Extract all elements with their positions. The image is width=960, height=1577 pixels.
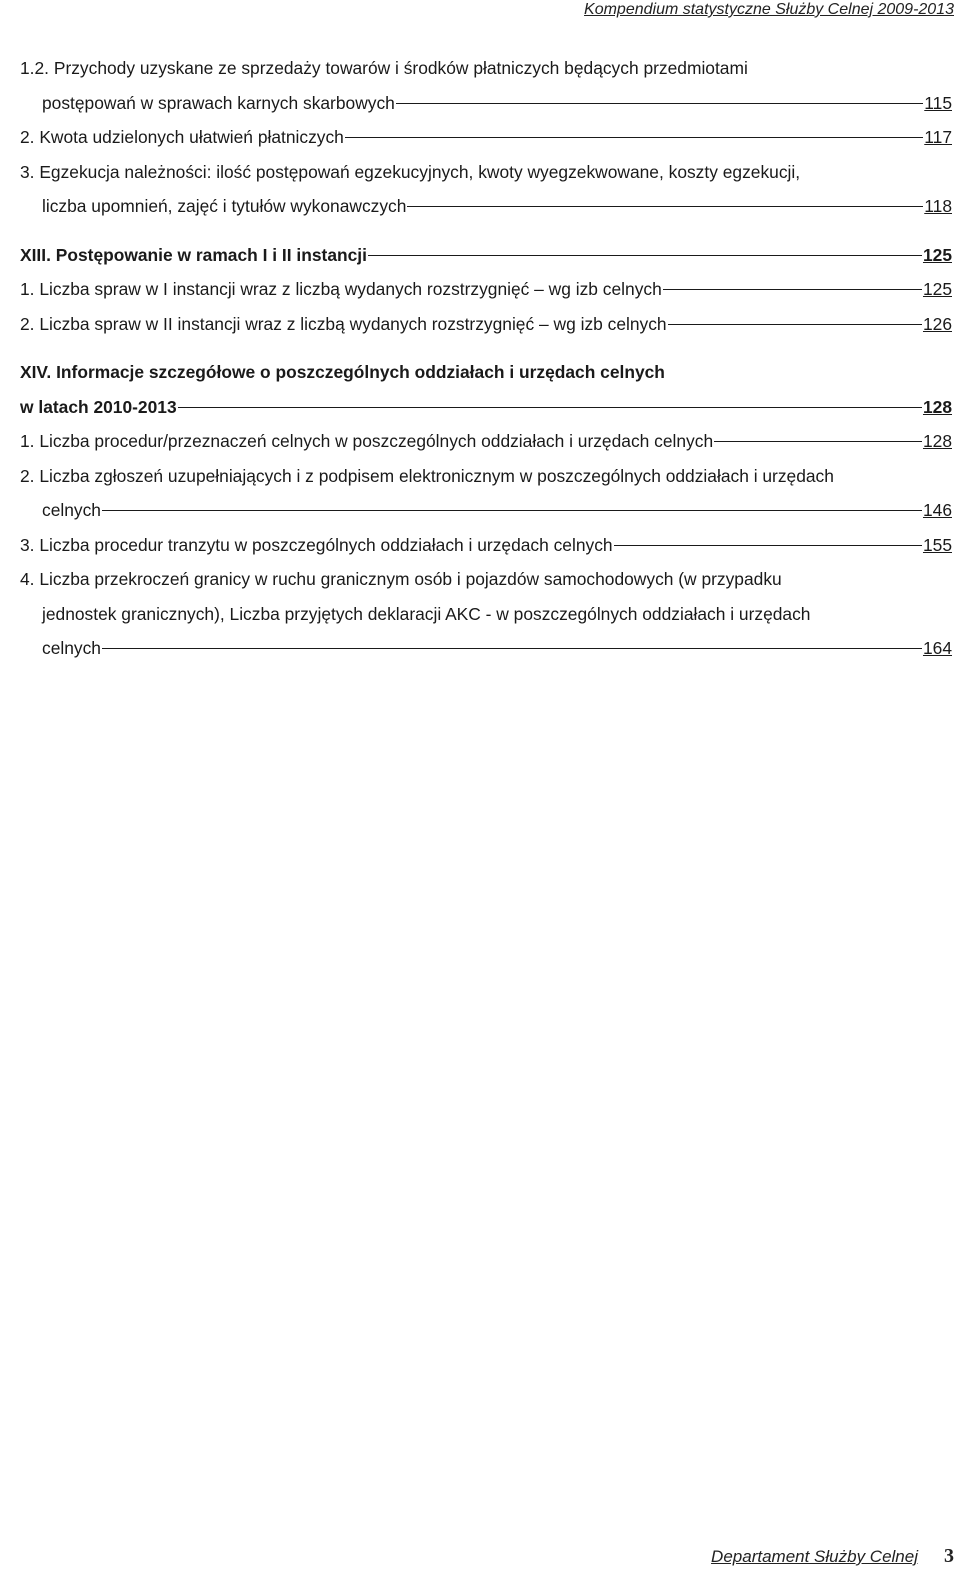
toc-page-number[interactable]: 118 bbox=[924, 196, 952, 216]
toc-entry-text: celnych bbox=[42, 500, 101, 520]
toc-section-xiv[interactable] bbox=[20, 355, 952, 424]
toc-page-number[interactable]: 155 bbox=[922, 534, 952, 555]
toc-entry-xiv-2[interactable] bbox=[20, 459, 952, 528]
toc-entry-text: jednostek granicznych), Liczba przyjętych deklaracji AKC - w poszczególnych oddziałach i urzędach bbox=[42, 603, 811, 624]
toc-entry-xiii-2[interactable] bbox=[20, 307, 952, 342]
toc-entry-xiv-3[interactable] bbox=[20, 528, 952, 563]
toc-page-number[interactable]: 146 bbox=[922, 500, 952, 520]
toc-section-xiii[interactable] bbox=[20, 238, 952, 273]
page-footer bbox=[711, 1545, 954, 1568]
leader-line bbox=[102, 510, 922, 511]
toc-entry-text: 1.2. Przychody uzyskane ze sprzedaży towarów i środków płatniczych będących przedmiotami bbox=[20, 58, 748, 78]
toc-page-number[interactable]: 125 bbox=[922, 279, 952, 299]
toc-page-number[interactable]: 126 bbox=[922, 313, 952, 334]
toc-page-number[interactable]: 115 bbox=[924, 92, 952, 113]
leader-line bbox=[668, 324, 922, 325]
toc-entry-2[interactable] bbox=[20, 120, 952, 155]
leader-line bbox=[614, 545, 922, 546]
leader-line bbox=[663, 289, 922, 290]
toc-entry-text: celnych bbox=[42, 638, 101, 658]
toc-entry-1-2[interactable] bbox=[20, 51, 952, 120]
toc-entry-text: 1. Liczba procedur/przeznaczeń celnych w poszczególnych oddziałach i urzędach celnych bbox=[20, 431, 714, 451]
toc-entry-text: 3. Egzekucja należności: ilość postępowań egzekucyjnych, kwoty wyegzekwowane, koszty egzekucji, bbox=[20, 161, 801, 182]
toc-entry-xiv-4[interactable] bbox=[20, 562, 952, 666]
toc-section-title: w latach 2010-2013 bbox=[20, 396, 177, 417]
toc-entry-text: 4. Liczba przekroczeń granicy w ruchu granicznym osób i pojazdów samochodowych (w przypadku bbox=[20, 569, 782, 589]
table-of-contents bbox=[20, 51, 952, 666]
toc-entry-text: liczba upomnień, zajęć i tytułów wykonawczych bbox=[42, 196, 407, 216]
footer-department: Departament Służby Celnej bbox=[711, 1547, 918, 1566]
leader-line bbox=[396, 103, 923, 104]
leader-line bbox=[345, 137, 923, 138]
leader-line bbox=[102, 648, 922, 649]
toc-page-number[interactable]: 128 bbox=[922, 396, 952, 417]
toc-page-number[interactable]: 125 bbox=[922, 244, 952, 265]
toc-entry-text: 3. Liczba procedur tranzytu w poszczególnych oddziałach i urzędach celnych bbox=[20, 534, 613, 555]
toc-section-title: XIV. Informacje szczegółowe o poszczególnych oddziałach i urzędach celnych bbox=[20, 362, 665, 382]
toc-page-number[interactable]: 117 bbox=[924, 127, 952, 147]
toc-entry-text: 2. Liczba spraw w II instancji wraz z liczbą wydanych rozstrzygnięć – wg izb celnych bbox=[20, 313, 667, 334]
leader-line bbox=[407, 206, 923, 207]
toc-entry-text: 2. Liczba zgłoszeń uzupełniających i z podpisem elektronicznym w poszczególnych oddziałach i urzędach bbox=[20, 465, 834, 486]
toc-entry-text: 2. Kwota udzielonych ułatwień płatniczych bbox=[20, 127, 344, 147]
leader-line bbox=[178, 407, 922, 408]
toc-page-number[interactable]: 128 bbox=[922, 431, 952, 451]
toc-section-title: XIII. Postępowanie w ramach I i II instancji bbox=[20, 244, 367, 265]
toc-page-number[interactable]: 164 bbox=[922, 638, 952, 658]
running-header: Kompendium statystyczne Służby Celnej 2009-2013 bbox=[584, 1, 954, 18]
toc-entry-3[interactable] bbox=[20, 155, 952, 224]
leader-line bbox=[714, 441, 922, 442]
toc-entry-xiv-1[interactable] bbox=[20, 424, 952, 459]
toc-entry-xiii-1[interactable] bbox=[20, 272, 952, 307]
toc-entry-text: postępowań w sprawach karnych skarbowych bbox=[42, 92, 395, 113]
footer-page-number: 3 bbox=[944, 1545, 954, 1567]
leader-line bbox=[368, 255, 922, 256]
toc-entry-text: 1. Liczba spraw w I instancji wraz z liczbą wydanych rozstrzygnięć – wg izb celnych bbox=[20, 279, 662, 299]
